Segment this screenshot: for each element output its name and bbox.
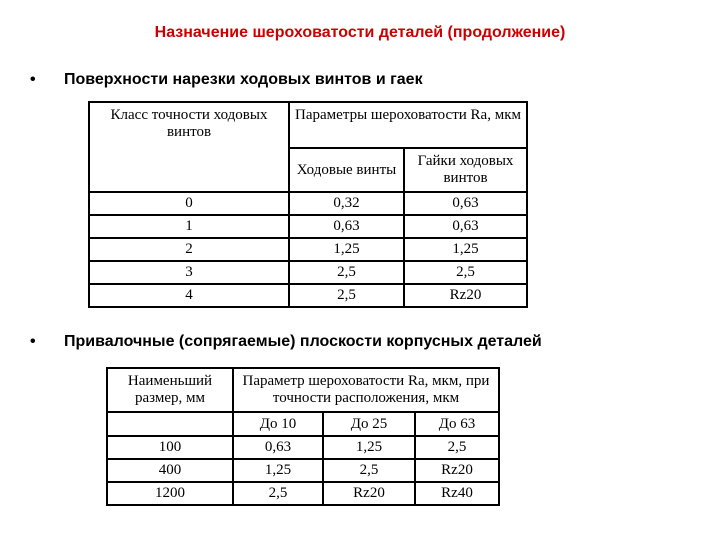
table-header-params: Параметры шероховатости Ra, мкм [289,102,527,148]
table-subheader-screws: Ходовые винты [289,148,404,192]
table-cell: Rz20 [323,482,415,505]
screw-roughness-table [88,101,528,308]
table-header-class: Класс точности ходовых винтов [89,102,289,192]
table-cell: 0,63 [233,436,323,459]
table-subheader-nuts: Гайки ходовых винтов [404,148,527,192]
table-cell: 1 [89,215,289,238]
table-row [89,192,527,215]
table-subheader: До 63 [415,412,499,436]
table-cell: Rz20 [404,284,527,307]
table-header-size: Наименьший размер, мм [107,368,233,412]
table-cell: Rz40 [415,482,499,505]
table-cell: 2,5 [404,261,527,284]
table-cell: 0,63 [404,192,527,215]
table-row [89,215,527,238]
page-title: Назначение шероховатости деталей (продолжение) [154,24,566,41]
bullet-text: Поверхности нарезки ходовых винтов и гаек [64,71,423,88]
table-row [89,284,527,307]
table-row [107,459,499,482]
table-cell: Rz20 [415,459,499,482]
table-cell: 0,63 [404,215,527,238]
table-row [89,261,527,284]
table-subheader: До 25 [323,412,415,436]
bullet-item-housing [30,333,542,351]
table-header-params: Параметр шероховатости Ra, мкм, при точности расположения, мкм [233,368,499,412]
table-cell: 0,32 [289,192,404,215]
table-cell: 2,5 [289,284,404,307]
table-cell: 2,5 [415,436,499,459]
table-cell: 1,25 [233,459,323,482]
table-cell: 1,25 [323,436,415,459]
table-row [89,238,527,261]
table-cell: 1200 [107,482,233,505]
table-cell: 100 [107,436,233,459]
table-cell: 1,25 [404,238,527,261]
table-cell: 2,5 [323,459,415,482]
table-cell: 3 [89,261,289,284]
table-row [107,482,499,505]
table-subheader: До 10 [233,412,323,436]
table-row [107,436,499,459]
housing-roughness-table [106,367,500,506]
bullet-icon: • [30,71,36,88]
bullet-text: Привалочные (сопрягаемые) плоскости корпусных деталей [64,333,542,350]
bullet-item-screws [30,71,423,89]
table-cell: 2,5 [233,482,323,505]
table-cell-empty [107,412,233,436]
bullet-icon: • [30,333,36,350]
table-cell: 0,63 [289,215,404,238]
table-cell: 400 [107,459,233,482]
table-cell: 0 [89,192,289,215]
table-cell: 1,25 [289,238,404,261]
table-cell: 4 [89,284,289,307]
table-cell: 2 [89,238,289,261]
table-cell: 2,5 [289,261,404,284]
